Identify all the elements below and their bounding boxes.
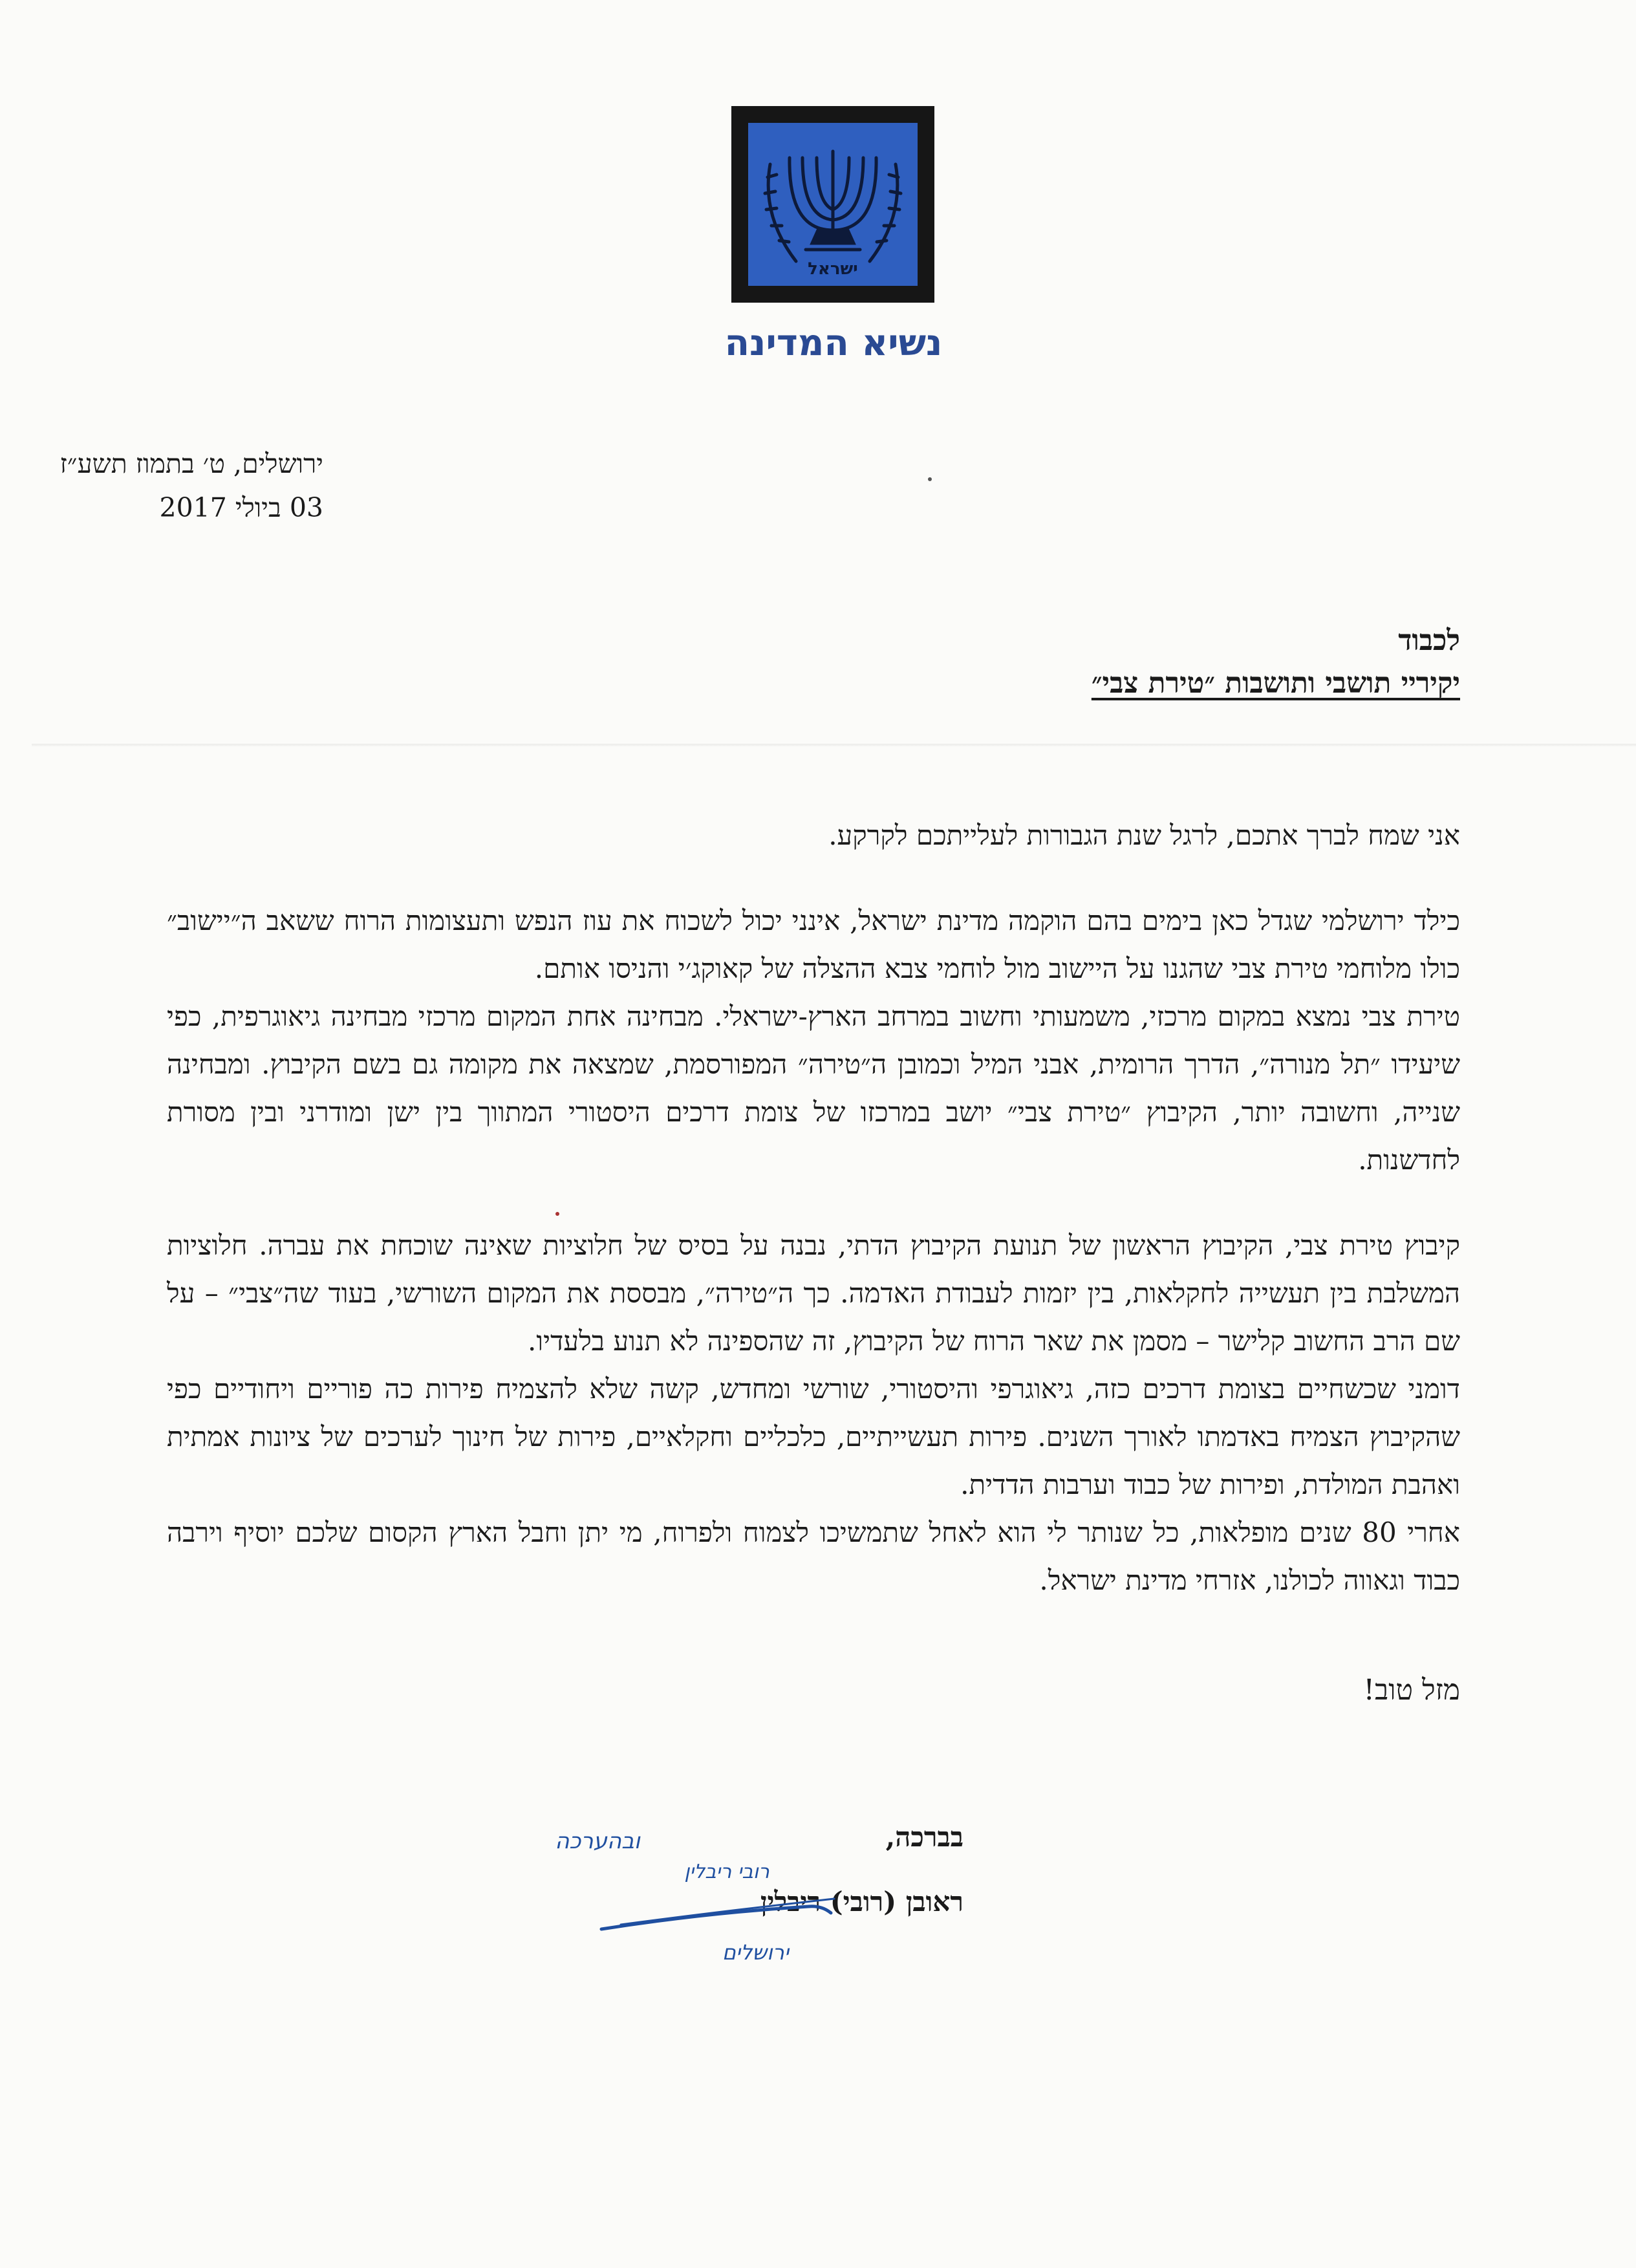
paragraph-greeting: אני שמח לברך אתכם, לרגל שנת הגבורות לעלייתכם לקרקע. (828, 819, 1460, 851)
paragraph-location: טירת צבי נמצא במקום מרכזי, משמעותי וחשוב במרחב הארץ-ישראלי. מבחינה אחת המקום מרכזי מבחינה גיאוגרפית, כפי שיעידו ״תל מנורה״, הדרך הרומית, אבני המיל וכמובן ה״טירה״ המפורסמת, שמצאה את מקומה גם בשם הקיבוץ. ומבחינה שנייה, וחשובה יותר, הקיבוץ ״טירת צבי״ יושב במרכזו של צומת דרכים היסטורי המתווך בין ישן ומודרני ובין מסורת לחדשנות. (167, 1000, 1460, 1176)
paper-fold-line (32, 744, 1636, 746)
honorific: לכבוד (1398, 624, 1460, 657)
paragraph-childhood: כילד ירושלמי שגדל כאן בימים בהם הוקמה מדינת ישראל, אינני יכול לשכוח את עוז הנפש ותעצומות הרוח ששאב ה״יישוב״ כולו מלוחמי טירת צבי שהגנו על היישוב מול לוחמי צבא ההצלה של קאוקג׳י והניסו אותם. (167, 905, 1460, 984)
emblem-text: ישראל (808, 259, 858, 279)
handwritten-note: ובהערכה (555, 1828, 640, 1854)
office-title: נשיא המדינה (724, 322, 943, 364)
paper-speck (928, 477, 932, 481)
handwritten-city: ירושלים (722, 1940, 789, 1965)
handwritten-signature (555, 1816, 963, 1965)
state-emblem-logo (731, 106, 934, 303)
paragraph-kibbutz: קיבוץ טירת צבי, הקיבוץ הראשון של תנועת הקיבוץ הדתי, נבנה על בסיס של חלוציות שאינה שוכחת את עברה. חלוציות המשלבת בין תעשייה לחקלאות, בין יזמות לעבודת האדמה. כך ה״טירה״, מבססת את המקום השורשי, בעוד שה״צבי״ – על שם הרב החשוב קלישר – מסמן את שאר הרוח של הקיבוץ, זה שהספינה לא תנוע בלעדיו. (167, 1229, 1460, 1357)
signature-block (555, 1816, 963, 1965)
gregorian-date: 03 ביולי 2017 (159, 492, 323, 523)
place-date-block (0, 442, 323, 530)
letter-body (167, 812, 1460, 1604)
paragraph-fruits: דומני שכשחיים בצומת דרכים כזה, גיאוגרפי והיסטורי, שורשי ומחדש, קשה שלא להצמיח פירות כה פוריים ויחודיים כפי שהקיבוץ הצמיח באדמתו לאורך השנים. פירות תעשייתיים, כלכליים וחקלאיים, פירות של חינוך לערכים של ציונות אמתית ואהבת המולדת, ופירות של כבוד וערבות הדדית. (167, 1373, 1460, 1500)
blessing: בברכה, (885, 1821, 963, 1853)
addressee-block (555, 620, 1460, 705)
hebrew-date: ירושלים, ט׳ בתמוז תשע״ז (59, 448, 323, 479)
paper-speck (555, 1212, 559, 1216)
handwritten-name: רובי ריבלין (684, 1861, 770, 1883)
signer-name: ראובן (רובי) ריבלין (760, 1886, 963, 1917)
closing-line: מזל טוב! (1363, 1674, 1460, 1707)
recipient: יקיריי תושבי ותושבות ״טירת צבי״ (1091, 667, 1460, 700)
paragraph-wishes: אחרי 80 שנים מופלאות, כל שנותר לי הוא לאחל שתמשיכו לצמוח ולפרוח, מי יתן וחבל הארץ הקסום שלכם יוסיף וירבה כבוד וגאווה לכולנו, אזרחי מדינת ישראל. (167, 1517, 1460, 1596)
menorah-icon (731, 106, 934, 303)
